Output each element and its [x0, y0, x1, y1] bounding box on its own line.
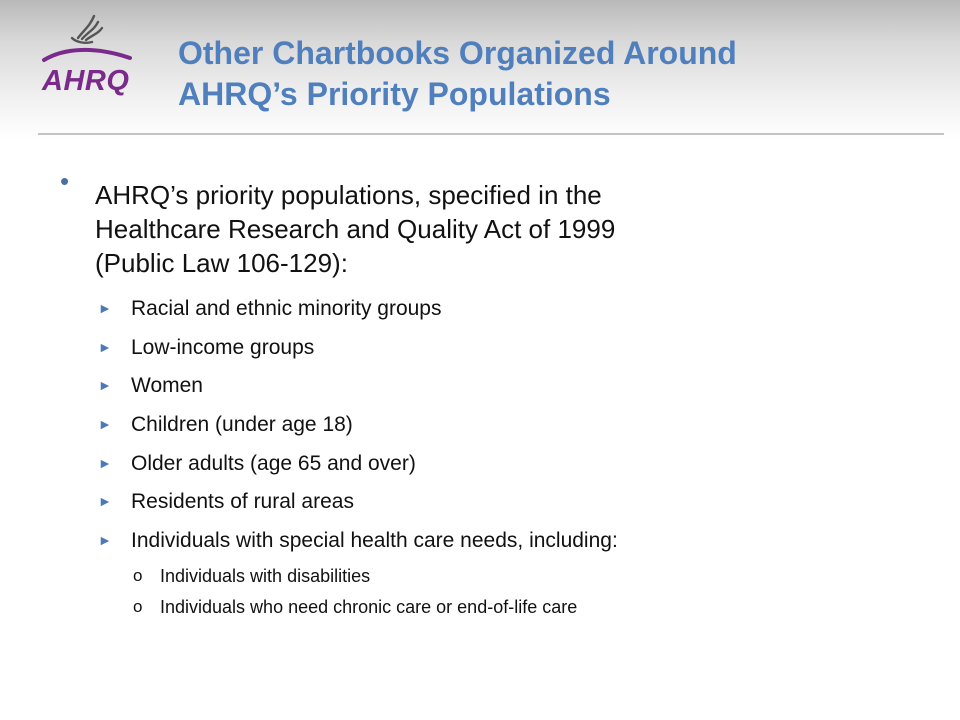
- list-item-label: Women: [131, 374, 203, 397]
- triangle-bullet-icon: ►: [98, 532, 112, 548]
- list-item-label: Low-income groups: [131, 336, 315, 359]
- bullet-dot-icon: •: [60, 166, 70, 196]
- ahrq-logo-text: AHRQ: [42, 65, 130, 97]
- circle-bullet-icon: o: [133, 597, 143, 616]
- list-item-label: Residents of rural areas: [131, 490, 354, 513]
- title-line-2: AHRQ’s Priority Populations: [178, 76, 611, 112]
- triangle-bullet-icon: ►: [98, 377, 112, 393]
- circle-bullet-icon: o: [133, 566, 143, 585]
- nested-list-item-label: Individuals who need chronic care or end-of-life care: [160, 597, 578, 617]
- list-item-label: Children (under age 18): [131, 413, 353, 436]
- title-line-1: Other Chartbooks Organized Around: [178, 35, 737, 71]
- list-item-label: Individuals with special health care needs, including:: [131, 529, 618, 552]
- triangle-bullet-icon: ►: [98, 416, 112, 432]
- nested-list-item-label: Individuals with disabilities: [160, 566, 371, 586]
- triangle-bullet-icon: ►: [98, 493, 112, 509]
- list-item-label: Older adults (age 65 and over): [131, 452, 416, 475]
- main-bullet-line: (Public Law 106-129):: [95, 248, 348, 278]
- triangle-bullet-icon: ►: [98, 339, 112, 355]
- list-item-label: Racial and ethnic minority groups: [131, 297, 442, 320]
- main-bullet-text: [95, 178, 915, 280]
- main-bullet-line: AHRQ’s priority populations, specified in the: [95, 180, 602, 210]
- triangle-bullet-icon: ►: [98, 455, 112, 471]
- triangle-bullet-icon: ►: [98, 300, 112, 316]
- main-bullet-line: Healthcare Research and Quality Act of 1999: [95, 214, 616, 244]
